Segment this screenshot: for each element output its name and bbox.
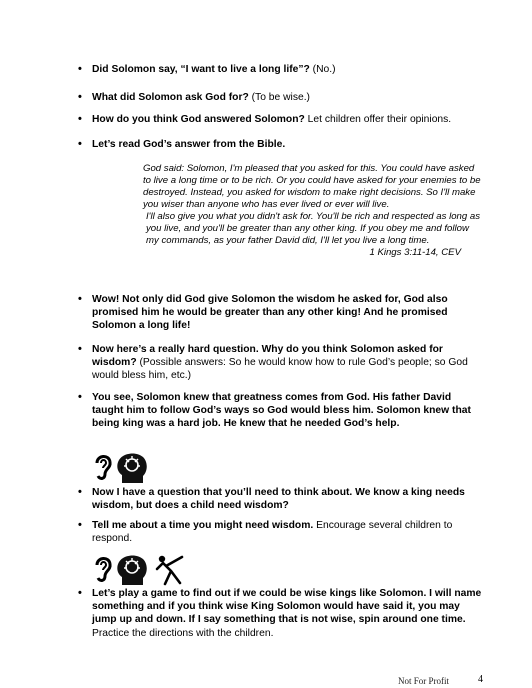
list-item — [92, 138, 482, 151]
list-item — [92, 293, 482, 333]
list-item — [92, 587, 482, 640]
item-bold-text: Now I have a question that you’ll need to think about. We know a king needs wisdom, but does a child need wisdom? — [92, 487, 465, 512]
list-item — [92, 486, 482, 512]
list-item — [92, 113, 482, 126]
item-bold-text: Tell me about a time you might need wisdom. — [92, 520, 314, 531]
ear-icon — [90, 553, 116, 585]
item-text: (To be wise.) — [248, 92, 310, 103]
item-text: Practice the directions with the children. — [92, 627, 274, 639]
head-thinking-icon — [114, 553, 150, 587]
list-item — [92, 91, 482, 104]
list-item — [92, 343, 482, 383]
list-item — [92, 519, 482, 545]
list-item — [92, 391, 482, 431]
quote-citation: 1 Kings 3:11-14, CEV — [369, 247, 461, 258]
item-text: (No.) — [309, 64, 336, 75]
item-bold-text: What did Solomon ask God for? — [92, 92, 249, 103]
quote-paragraph: God said: Solomon, I'm pleased that you asked for this. You could have asked to live a long time or to be rich. Or you could have asked for your enemies to be destroyed. Instead, you asked for wisdom to make right decisions. So I'll make you wiser than anyone who has ever lived or ever will live. — [143, 163, 481, 210]
quote-paragraph: I'll also give you what you didn't ask for. You'll be rich and respected as long as you live, and you'll be greater than any other king. If you obey me and follow my commands, as your father David did, I'll let you live a long time. — [146, 211, 481, 246]
item-bold-text: Did Solomon say, “I want to live a long life”? — [92, 64, 310, 75]
page-number: 4 — [478, 674, 483, 685]
icon-group — [90, 553, 200, 587]
item-text: Encourage several children to respond. — [92, 520, 453, 545]
item-bold-text: How do you think God answered Solomon? — [92, 114, 305, 125]
ear-icon — [90, 451, 116, 483]
icon-group — [90, 451, 160, 485]
item-bold-text: Let’s read God’s answer from the Bible. — [92, 139, 286, 150]
item-bold-text: Now here’s a really hard question. Why do you think Solomon asked for wisdom? — [92, 344, 443, 369]
footer-text: Not For Profit — [398, 676, 450, 686]
item-bold-text: Let’s play a game to find out if we could be wise kings like Solomon. I will name something and if you think wise King Solomon would have said it, you may jump up and down. If I say something that is not wise, spin around one time. — [92, 588, 482, 626]
item-text: Let children offer their opinions. — [304, 114, 452, 125]
item-text: (Possible answers: So he would know how to rule God’s people; so God would bless him, etc.) — [92, 357, 468, 382]
stretching-person-icon — [154, 553, 190, 587]
item-bold-text: Wow! Not only did God give Solomon the wisdom he asked for, God also promised him he would be greater than any other king! And he promised Solomon a long life! — [92, 294, 448, 332]
item-bold-text: You see, Solomon knew that greatness comes from God. His father David taught him to follow God’s ways so God would bless him. Solomon knew that being king was a hard job. He knew that he needed God’s help. — [92, 392, 471, 430]
list-item — [92, 63, 482, 76]
head-thinking-icon — [114, 451, 150, 485]
bible-quote — [143, 163, 483, 259]
